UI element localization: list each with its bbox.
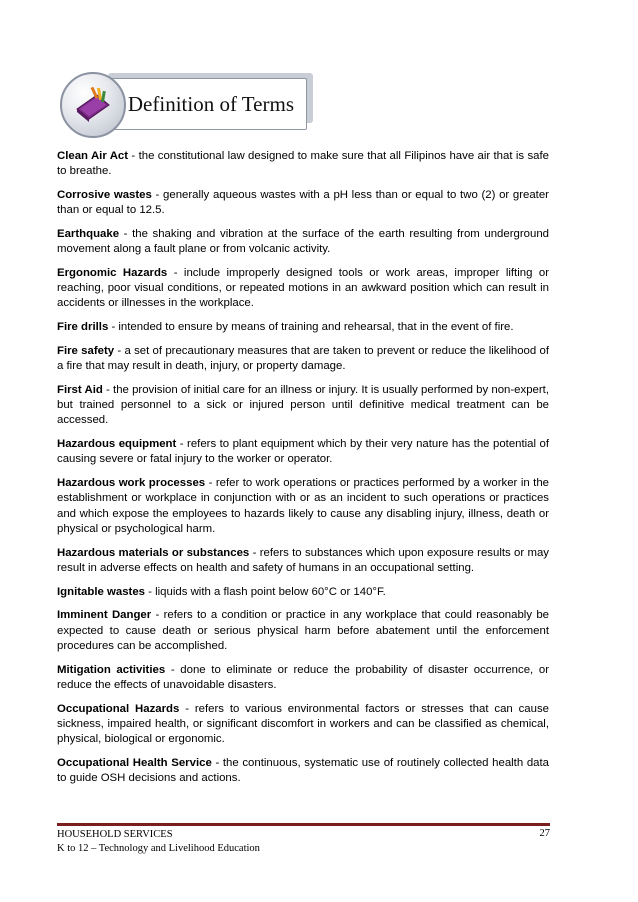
footer-rule [57, 823, 550, 826]
definition-entry [57, 188, 549, 218]
definition-term: Hazardous materials or substances [57, 546, 250, 559]
definition-entry [57, 546, 549, 576]
definition-entry [57, 383, 549, 429]
definition-term: Imminent Danger [57, 609, 152, 622]
definition-term: Fire safety [57, 345, 115, 357]
definition-text: - refers to various environmental factors or stresses that can cause sickness, impaired health, or significant discomfort in workers and can be classified as chemical, physical, biological or ergonomic. [57, 702, 550, 746]
definitions-list [57, 149, 549, 795]
definition-term: Ignitable wastes [57, 585, 145, 598]
definition-text: - refer to work operations or practices performed by a worker in the establishment or workplace in conjunction with or as an incident to such operations or practices and which expose the employees to hazards likely to cause any disabling injury, illness, death or physical or psychological harm. [57, 477, 549, 535]
definition-text: - liquids with a flash point below 60°C or 140°F. [145, 585, 386, 598]
definition-term: First Aid [57, 384, 103, 396]
definition-text: - the shaking and vibration at the surface of the earth resulting from underground movement along a fault plane or from volcanic activity. [57, 228, 549, 256]
definition-entry [57, 227, 549, 257]
definition-text: - the provision of initial care for an illness or injury. It is usually performed by non-expert, but trained personnel to a sick or injured person until definitive medical treatment can be accessed. [57, 384, 549, 427]
definition-term: Earthquake [57, 228, 120, 240]
definition-text: - done to eliminate or reduce the probability of disaster occurrence, or reduce the effects of unavoidable disasters. [57, 663, 549, 691]
footer-subject: HOUSEHOLD SERVICES [57, 829, 173, 840]
definition-entry [57, 320, 549, 335]
page-number: 27 [539, 828, 550, 839]
definition-term: Occupational Health Service [57, 756, 212, 769]
definition-term: Hazardous work processes [57, 477, 206, 490]
definition-term: Hazardous equipment [57, 438, 177, 451]
definition-entry [57, 608, 549, 654]
definition-text: - refers to a condition or practice in any workplace that could reasonably be expected to cause death or serious physical harm before abatement until the enforcement procedures can be accomplished. [57, 609, 549, 652]
definition-text: - refers to plant equipment which by their very nature has the potential of causing severe or fatal injury to the worker or operator. [57, 438, 550, 466]
definition-text: - generally aqueous wastes with a pH less than or equal to two (2) or greater than or equal to 12.5. [57, 189, 549, 217]
definition-entry [57, 663, 549, 693]
definition-text: - intended to ensure by means of training and rehearsal, that in the event of fire. [108, 321, 514, 334]
definition-term: Clean Air Act [57, 150, 129, 162]
definition-entry [57, 437, 549, 467]
section-header [58, 70, 318, 142]
definition-text: - include improperly designed tools or work areas, improper lifting or reaching, poor visual conditions, or repeated motions in an awkward position which can result in accidents or illnesses in the workplace. [57, 267, 549, 310]
book-icon [60, 72, 126, 138]
definition-text: - the continuous, systematic use of routinely collected health data to guide OSH decisions and actions. [57, 756, 549, 785]
definition-entry [57, 149, 549, 179]
definition-entry [57, 344, 549, 374]
footer-info [57, 828, 260, 856]
page-title: Definition of Terms [127, 91, 294, 116]
definition-term: Ergonomic Hazards [57, 267, 168, 279]
definition-text: - a set of precautionary measures that are taken to prevent or reduce the likelihood of a fire that may result in death, injury, or property damage. [57, 345, 550, 373]
definition-text: - the constitutional law designed to make sure that all Filipinos have air that is safe to breathe. [57, 150, 549, 178]
definition-text: - refers to substances which upon exposure results or may result in adverse effects on health and safety of humans in an occupational setting. [57, 546, 549, 574]
definition-term: Mitigation activities [57, 663, 166, 676]
definition-term: Occupational Hazards [57, 702, 180, 715]
title-banner [102, 78, 307, 130]
definition-entry [57, 266, 549, 312]
definition-term: Corrosive wastes [57, 189, 152, 201]
definition-term: Fire drills [57, 321, 109, 334]
footer-program: K to 12 – Technology and Livelihood Education [57, 843, 260, 854]
definition-entry [57, 585, 549, 600]
definition-entry [57, 702, 549, 748]
definition-entry [57, 476, 549, 537]
definition-entry [57, 756, 549, 786]
